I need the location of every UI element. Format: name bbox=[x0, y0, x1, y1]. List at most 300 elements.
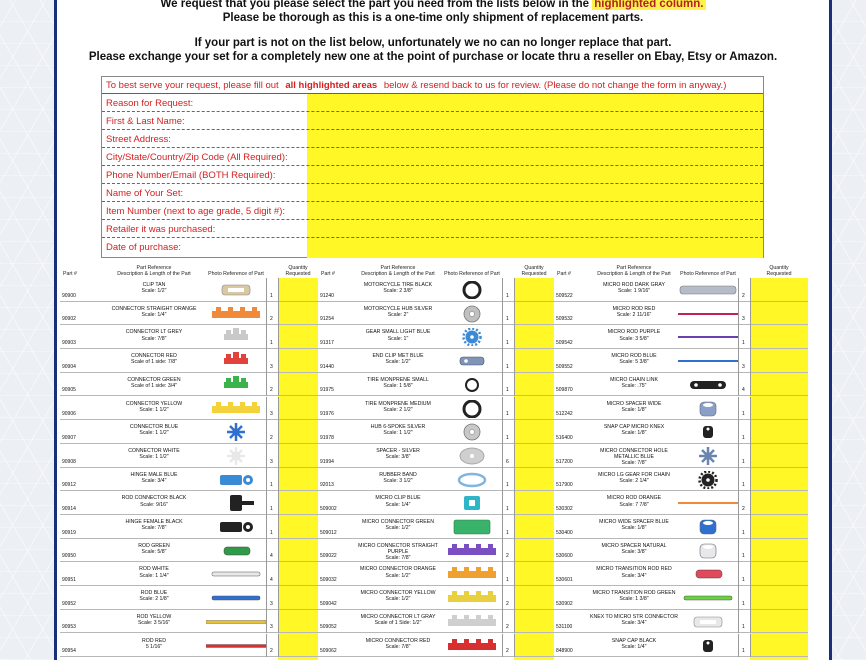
part-scale: Scale: 1 1/2" bbox=[383, 430, 413, 437]
part-scale: Scale: 1 1/2" bbox=[139, 454, 169, 461]
part-number: 509042 bbox=[320, 600, 337, 607]
tire-icon bbox=[442, 281, 502, 299]
part-description bbox=[102, 495, 206, 507]
part-scale: Scale: 1/2" bbox=[385, 572, 411, 579]
part-name: MICRO WIDE SPACER BLUE bbox=[599, 519, 669, 525]
table-row bbox=[318, 397, 554, 421]
table-row bbox=[318, 302, 554, 326]
part-description bbox=[590, 519, 678, 531]
quantity-divider bbox=[266, 468, 267, 492]
part-scale: Scale: 1 9/16" bbox=[617, 288, 651, 295]
quantity-divider bbox=[502, 349, 503, 373]
part-photo bbox=[678, 352, 738, 370]
part-photo bbox=[678, 637, 738, 655]
part-description bbox=[102, 353, 206, 365]
short-rod-icon bbox=[678, 565, 738, 583]
part-quantity: 1 bbox=[742, 577, 745, 584]
field-phone-email[interactable]: Phone Number/Email (BOTH Required): bbox=[102, 166, 763, 184]
field-date[interactable]: Date of purchase: bbox=[106, 242, 181, 253]
table-row bbox=[318, 610, 554, 634]
quantity-divider bbox=[738, 586, 739, 610]
header-part-reference: Part Reference bbox=[616, 265, 652, 271]
tire-icon bbox=[442, 400, 502, 418]
part-name: MICRO CLIP BLUE bbox=[375, 495, 421, 502]
part-photo bbox=[678, 305, 738, 323]
part-name: MICRO CONNECTOR HOLE METALLIC BLUE bbox=[600, 447, 668, 461]
part-number: 509532 bbox=[556, 316, 573, 323]
part-description bbox=[590, 566, 678, 578]
part-quantity: 3 bbox=[270, 363, 273, 370]
quantity-request-cell[interactable] bbox=[750, 302, 808, 326]
multi-connector-icon bbox=[442, 542, 502, 560]
field-item-number[interactable]: Item Number (next to age grade, 5 digit #): bbox=[102, 202, 763, 220]
hinge-icon bbox=[206, 471, 266, 489]
table-row bbox=[554, 515, 808, 539]
part-name: MICRO CONNECTOR RED bbox=[365, 637, 431, 644]
part-number: 509062 bbox=[320, 648, 337, 655]
part-number: 530601 bbox=[556, 577, 573, 584]
part-photo bbox=[678, 589, 738, 607]
part-scale: Scale of 1 Side: 1/2" bbox=[374, 620, 422, 626]
part-name: MOTORCYCLE HUB SILVER bbox=[363, 305, 433, 312]
form-instructions-bold: all highlighted areas bbox=[285, 80, 378, 91]
part-description bbox=[354, 495, 442, 507]
multi-connector-icon bbox=[206, 305, 266, 323]
quantity-request-cell[interactable] bbox=[514, 397, 554, 421]
part-quantity: 1 bbox=[506, 316, 509, 323]
part-photo bbox=[442, 423, 502, 441]
part-scale: 5 1/16" bbox=[145, 643, 163, 650]
table-row bbox=[60, 349, 318, 373]
part-scale: Scale: 3/4" bbox=[141, 477, 167, 484]
header-photo: Photo Reference of Part bbox=[208, 271, 264, 277]
table-row bbox=[554, 610, 808, 634]
spacer-icon bbox=[678, 518, 738, 536]
part-scale: Scale: 7/8" bbox=[385, 555, 411, 562]
part-scale: Scale: 3/4" bbox=[621, 620, 647, 626]
quantity-divider bbox=[502, 491, 503, 515]
part-photo bbox=[442, 637, 502, 655]
part-number: 509552 bbox=[556, 363, 573, 370]
part-name: CONNECTOR BLUE bbox=[129, 424, 179, 431]
table-row bbox=[318, 325, 554, 349]
quantity-divider bbox=[738, 420, 739, 444]
quantity-request-cell[interactable] bbox=[514, 468, 554, 492]
field-street[interactable]: Street Address: bbox=[102, 130, 763, 148]
part-description bbox=[102, 614, 206, 626]
part-number: 509032 bbox=[320, 577, 337, 584]
quantity-divider bbox=[738, 539, 739, 563]
part-scale: Scale of 1 side: 7/8" bbox=[131, 359, 177, 366]
quantity-request-cell[interactable] bbox=[278, 491, 318, 515]
part-photo bbox=[206, 376, 266, 394]
table-row bbox=[554, 468, 808, 492]
quantity-request-cell[interactable] bbox=[514, 539, 554, 563]
part-number: 530302 bbox=[556, 505, 573, 512]
quantity-divider bbox=[266, 349, 267, 373]
part-name: ROD WHITE bbox=[139, 566, 169, 573]
quantity-request-cell[interactable] bbox=[750, 444, 808, 468]
part-photo bbox=[678, 328, 738, 346]
table-row bbox=[60, 373, 318, 397]
quantity-request-cell[interactable] bbox=[750, 634, 808, 658]
part-number: 90903 bbox=[62, 340, 76, 347]
quantity-request-cell[interactable] bbox=[750, 397, 808, 421]
quantity-request-cell[interactable] bbox=[278, 515, 318, 539]
quantity-request-cell[interactable] bbox=[750, 325, 808, 349]
quantity-divider bbox=[738, 325, 739, 349]
part-description bbox=[590, 353, 678, 365]
part-number: 509002 bbox=[320, 505, 337, 512]
long-rod-icon bbox=[206, 613, 266, 631]
quantity-request-cell[interactable] bbox=[278, 397, 318, 421]
intro-line-1-text: We request that you please select the part you need from the lists below in the bbox=[160, 0, 590, 10]
part-quantity: 1 bbox=[742, 553, 745, 560]
field-reason[interactable]: Reason for Request: bbox=[102, 94, 763, 112]
table-row bbox=[60, 562, 318, 586]
quantity-request-cell[interactable] bbox=[278, 420, 318, 444]
quantity-divider bbox=[266, 539, 267, 563]
part-name: MICRO CONNECTOR ORANGE bbox=[360, 566, 436, 573]
part-name: MICRO ROD PURPLE bbox=[607, 329, 661, 336]
part-quantity: 3 bbox=[270, 458, 273, 465]
quantity-request-cell[interactable] bbox=[514, 373, 554, 397]
part-quantity: 3 bbox=[742, 363, 745, 370]
part-name: MICRO CONNECTOR YELLOW bbox=[360, 590, 436, 597]
part-number: 90950 bbox=[62, 553, 76, 560]
part-photo bbox=[442, 542, 502, 560]
rod-icon bbox=[206, 565, 266, 583]
part-number: 509870 bbox=[556, 387, 573, 394]
table-row bbox=[60, 491, 318, 515]
part-photo bbox=[206, 494, 266, 512]
part-quantity: 1 bbox=[506, 292, 509, 299]
part-scale: Scale: 7 7/8" bbox=[619, 501, 649, 508]
part-description bbox=[590, 377, 678, 389]
part-number: 530400 bbox=[556, 529, 573, 536]
table-row bbox=[318, 491, 554, 515]
quantity-request-cell[interactable] bbox=[514, 302, 554, 326]
quantity-request-cell[interactable] bbox=[750, 562, 808, 586]
quantity-request-cell[interactable] bbox=[278, 373, 318, 397]
part-number: 517900 bbox=[556, 482, 573, 489]
quantity-request-cell[interactable] bbox=[750, 491, 808, 515]
table-row bbox=[554, 349, 808, 373]
quantity-request-cell[interactable] bbox=[514, 634, 554, 658]
part-scale: Scale: 5/8" bbox=[141, 548, 167, 555]
quantity-request-cell[interactable] bbox=[514, 444, 554, 468]
part-quantity: 2 bbox=[270, 387, 273, 394]
part-name: MICRO ROD DARK GRAY bbox=[603, 282, 665, 288]
part-scale: Scale: 2 1/8" bbox=[139, 596, 169, 603]
part-scale: Scale: 3/4" bbox=[621, 572, 647, 579]
part-scale: Scale: 9/16" bbox=[140, 501, 168, 508]
part-description bbox=[590, 472, 678, 484]
part-description bbox=[590, 306, 678, 318]
field-city-state[interactable]: City/State/Country/Zip Code (All Required): bbox=[102, 148, 763, 166]
part-photo bbox=[442, 281, 502, 299]
part-description bbox=[102, 282, 206, 294]
quantity-request-cell[interactable] bbox=[750, 349, 808, 373]
header-part-number: Part # bbox=[557, 271, 571, 277]
star-connector-icon bbox=[206, 423, 266, 441]
quantity-divider bbox=[738, 397, 739, 421]
thin-rod-icon bbox=[678, 352, 738, 370]
part-photo bbox=[442, 447, 502, 465]
thick-rod-icon bbox=[678, 281, 738, 299]
quantity-divider bbox=[738, 468, 739, 492]
star-connector-icon bbox=[678, 447, 738, 465]
header-part-number: Part # bbox=[321, 271, 335, 277]
quantity-request-cell[interactable] bbox=[514, 491, 554, 515]
part-photo bbox=[442, 376, 502, 394]
star-connector-icon bbox=[206, 447, 266, 465]
part-description bbox=[102, 306, 206, 318]
part-scale: Scale: 7/8" bbox=[385, 643, 411, 650]
part-quantity: 1 bbox=[270, 505, 273, 512]
part-name: CONNECTOR YELLOW bbox=[125, 400, 183, 407]
part-number: 530902 bbox=[556, 600, 573, 607]
part-scale: Scale: 2 1/4" bbox=[619, 477, 649, 484]
part-photo bbox=[678, 565, 738, 583]
part-name: MOTORCYCLE TIRE BLACK bbox=[363, 282, 433, 288]
quantity-divider bbox=[738, 349, 739, 373]
quantity-divider bbox=[738, 302, 739, 326]
quantity-request-cell[interactable] bbox=[514, 586, 554, 610]
part-scale: Scale: 1/8" bbox=[621, 406, 647, 413]
parts-column-1 bbox=[60, 262, 318, 660]
quantity-request-cell[interactable] bbox=[514, 349, 554, 373]
quantity-request-cell[interactable] bbox=[278, 278, 318, 302]
part-description bbox=[354, 590, 442, 602]
part-photo bbox=[206, 471, 266, 489]
intro-line-3: If your part is not on the list below, unfortunately we no can no longer replace that part. bbox=[194, 37, 672, 49]
part-description bbox=[354, 282, 442, 294]
part-quantity: 1 bbox=[506, 387, 509, 394]
quantity-request-cell[interactable] bbox=[750, 468, 808, 492]
part-quantity: 6 bbox=[506, 458, 509, 465]
table-row bbox=[318, 634, 554, 658]
highlighted-column-note: highlighted column. bbox=[594, 0, 704, 10]
part-description bbox=[590, 614, 678, 626]
quantity-request-cell[interactable] bbox=[278, 634, 318, 658]
table-row bbox=[318, 373, 554, 397]
long-rod-icon bbox=[206, 637, 266, 655]
part-quantity: 3 bbox=[270, 600, 273, 607]
intro-line-1 bbox=[0, 0, 866, 10]
block-icon bbox=[442, 518, 502, 536]
part-number: 90912 bbox=[62, 482, 76, 489]
quantity-request-cell[interactable] bbox=[750, 610, 808, 634]
multi-connector-icon bbox=[442, 613, 502, 631]
table-row bbox=[554, 586, 808, 610]
part-number: 90905 bbox=[62, 387, 76, 394]
quantity-request-cell[interactable] bbox=[278, 562, 318, 586]
band-icon bbox=[442, 471, 502, 489]
part-number: 90954 bbox=[62, 648, 76, 655]
table-row bbox=[60, 539, 318, 563]
quantity-request-cell[interactable] bbox=[750, 373, 808, 397]
part-number: 530600 bbox=[556, 553, 573, 560]
table-row bbox=[318, 444, 554, 468]
cap-icon bbox=[678, 423, 738, 441]
quantity-request-cell[interactable] bbox=[278, 325, 318, 349]
thin-rod-icon bbox=[678, 328, 738, 346]
quantity-divider bbox=[266, 444, 267, 468]
quantity-request-cell[interactable] bbox=[514, 562, 554, 586]
header-quantity: Quantity bbox=[288, 265, 308, 271]
parts-column-3 bbox=[554, 262, 808, 660]
part-photo bbox=[206, 589, 266, 607]
part-number: 848900 bbox=[556, 648, 573, 655]
quantity-request-cell[interactable] bbox=[278, 444, 318, 468]
part-photo bbox=[206, 423, 266, 441]
part-photo bbox=[442, 305, 502, 323]
quantity-request-cell[interactable] bbox=[278, 610, 318, 634]
quantity-divider bbox=[266, 610, 267, 634]
connector-icon bbox=[206, 352, 266, 370]
part-quantity: 2 bbox=[506, 553, 509, 560]
part-quantity: 2 bbox=[742, 505, 745, 512]
table-row bbox=[554, 634, 808, 658]
part-name: MICRO ROD BLUE bbox=[611, 353, 657, 360]
thin-rod-icon bbox=[678, 305, 738, 323]
part-scale: Scale: 1/4" bbox=[385, 501, 411, 508]
table-row bbox=[554, 397, 808, 421]
quantity-request-cell[interactable] bbox=[278, 586, 318, 610]
part-photo bbox=[206, 447, 266, 465]
ring-icon bbox=[442, 376, 502, 394]
header-requested: Requested bbox=[766, 271, 792, 277]
field-set-name[interactable]: Name of Your Set: bbox=[102, 184, 763, 202]
part-name: MICRO LG GEAR FOR CHAIN bbox=[598, 471, 670, 478]
part-quantity: 3 bbox=[270, 624, 273, 631]
quantity-request-cell[interactable] bbox=[750, 278, 808, 302]
quantity-divider bbox=[738, 491, 739, 515]
part-number: 91317 bbox=[320, 340, 334, 347]
quantity-request-cell[interactable] bbox=[278, 349, 318, 373]
table-row bbox=[554, 444, 808, 468]
quantity-divider bbox=[502, 420, 503, 444]
part-name: MICRO CONNECTOR STRAIGHT PURPLE bbox=[358, 542, 438, 555]
part-description bbox=[590, 543, 678, 555]
multi-connector-icon bbox=[206, 400, 266, 418]
field-name[interactable]: First & Last Name: bbox=[102, 112, 763, 130]
quantity-request-cell[interactable] bbox=[278, 302, 318, 326]
part-scale: Scale: 1 5/8" bbox=[383, 383, 413, 389]
part-photo bbox=[678, 281, 738, 299]
table-row bbox=[318, 586, 554, 610]
quantity-request-cell[interactable] bbox=[514, 610, 554, 634]
part-description bbox=[102, 543, 206, 555]
multi-connector-icon bbox=[442, 565, 502, 583]
part-photo bbox=[206, 518, 266, 536]
quantity-request-cell[interactable] bbox=[278, 468, 318, 492]
part-description bbox=[590, 448, 678, 467]
quantity-request-cell[interactable] bbox=[514, 515, 554, 539]
quantity-request-cell[interactable] bbox=[750, 420, 808, 444]
table-row bbox=[60, 420, 318, 444]
table-row bbox=[554, 302, 808, 326]
part-description bbox=[102, 472, 206, 484]
table-row bbox=[318, 278, 554, 302]
part-photo bbox=[442, 400, 502, 418]
header-part-reference: Part Reference bbox=[136, 265, 172, 271]
part-description bbox=[102, 448, 206, 460]
part-scale: Scale: 1 3/8" bbox=[619, 596, 649, 603]
chain-icon bbox=[678, 376, 738, 394]
part-number: 91254 bbox=[320, 316, 334, 323]
connector-icon bbox=[206, 328, 266, 346]
part-photo bbox=[678, 542, 738, 560]
part-quantity: 1 bbox=[270, 292, 273, 299]
quantity-divider bbox=[502, 515, 503, 539]
header-part-reference: Part Reference bbox=[380, 265, 416, 271]
part-number: 90908 bbox=[62, 458, 76, 465]
part-photo bbox=[678, 400, 738, 418]
clip-icon bbox=[206, 281, 266, 299]
quantity-divider bbox=[266, 397, 267, 421]
part-scale: Scale: 1/2" bbox=[385, 596, 411, 603]
quantity-request-cell[interactable] bbox=[278, 539, 318, 563]
part-scale: Scale: .75" bbox=[621, 383, 647, 389]
quantity-request-cell[interactable] bbox=[750, 586, 808, 610]
table-row bbox=[60, 278, 318, 302]
quantity-request-cell[interactable] bbox=[514, 278, 554, 302]
part-scale: Scale of 1 side: 3/4" bbox=[131, 383, 177, 389]
part-name: ROD BLUE bbox=[140, 590, 168, 597]
quantity-divider bbox=[266, 586, 267, 610]
part-quantity: 1 bbox=[270, 482, 273, 489]
quantity-divider bbox=[502, 610, 503, 634]
quantity-divider bbox=[502, 539, 503, 563]
part-photo bbox=[206, 542, 266, 560]
table-row bbox=[60, 397, 318, 421]
part-photo bbox=[678, 471, 738, 489]
quantity-request-cell[interactable] bbox=[514, 420, 554, 444]
part-number: 91976 bbox=[320, 411, 334, 418]
header-photo: Photo Reference of Part bbox=[680, 271, 736, 277]
parts-column-2 bbox=[318, 262, 554, 660]
part-quantity: 1 bbox=[506, 482, 509, 489]
part-quantity: 1 bbox=[742, 529, 745, 536]
part-number: 90953 bbox=[62, 624, 76, 631]
part-number: 509052 bbox=[320, 624, 337, 631]
table-row bbox=[554, 278, 808, 302]
part-description bbox=[590, 638, 678, 650]
part-name: HINGE MALE BLUE bbox=[130, 471, 178, 478]
part-quantity: 1 bbox=[742, 648, 745, 655]
part-quantity: 1 bbox=[506, 529, 509, 536]
intro-line-4: Please exchange your set for a completely new one at the point of purchase or locate thru a reseller on Ebay, Etsy or Amazon. bbox=[88, 51, 778, 63]
part-photo bbox=[442, 328, 502, 346]
table-row bbox=[318, 349, 554, 373]
micro-clip-icon bbox=[442, 494, 502, 512]
part-photo bbox=[442, 565, 502, 583]
field-retailer[interactable]: Retailer it was purchased: bbox=[102, 220, 763, 238]
part-quantity: 1 bbox=[742, 340, 745, 347]
quantity-request-cell[interactable] bbox=[750, 539, 808, 563]
header-photo: Photo Reference of Part bbox=[444, 271, 500, 277]
quantity-divider bbox=[738, 562, 739, 586]
quantity-request-cell[interactable] bbox=[750, 515, 808, 539]
part-name: HUB 6-SPOKE SILVER bbox=[370, 424, 426, 431]
part-photo bbox=[206, 281, 266, 299]
quantity-divider bbox=[502, 468, 503, 492]
part-number: 90914 bbox=[62, 505, 76, 512]
part-scale: Scale: 1/4" bbox=[621, 643, 647, 650]
quantity-request-cell[interactable] bbox=[514, 325, 554, 349]
